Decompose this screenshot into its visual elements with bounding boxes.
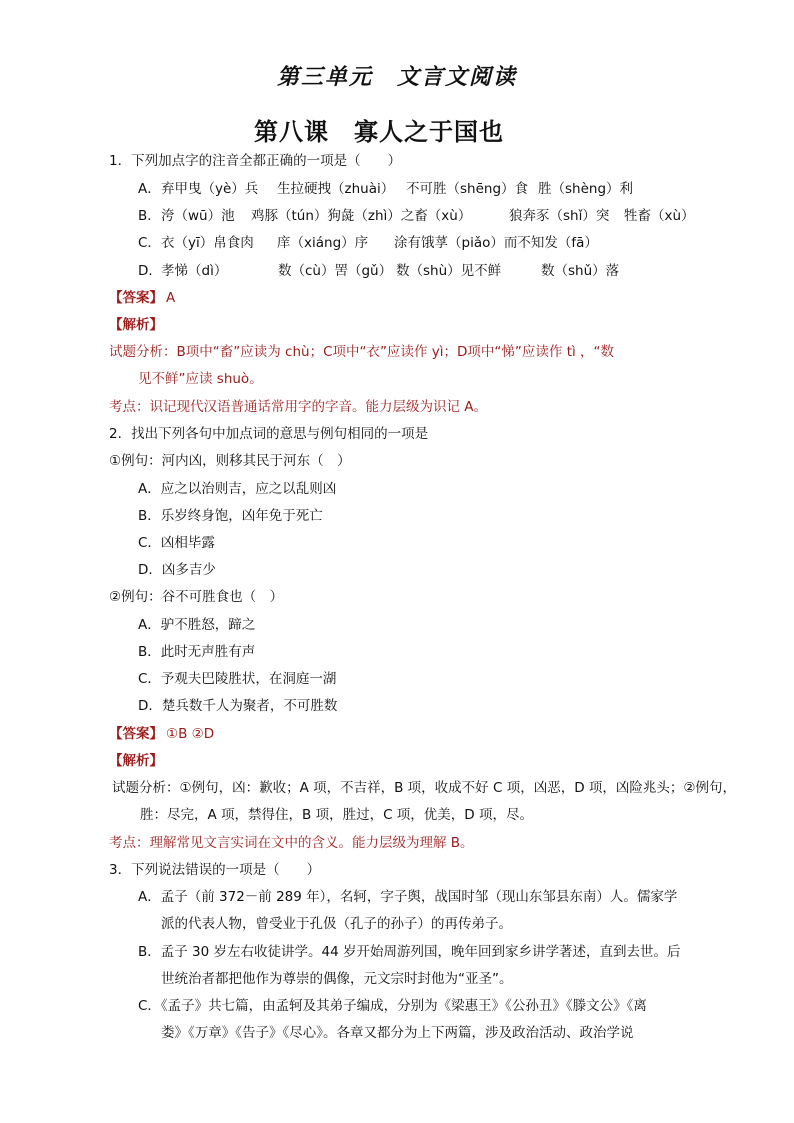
q1-stem: 1．下列加点字的注音全都正确的一项是（ ） (109, 153, 402, 169)
q1-analysis-tag: 【解析】 (109, 317, 163, 333)
q2-kaodian: 考点：理解常见文言实词在文中的含义。能力层级为理解 B。 (109, 835, 474, 851)
q2-example2: ②例句：谷不可胜食也（ ） (109, 589, 284, 605)
q1-option-c-part1: 衣（yī）帛食肉 (161, 235, 254, 251)
q1-option-d-part1: 孝悌（dì） (161, 263, 228, 279)
q1-option-a-part1: 弃甲曳（yè）兵 (161, 181, 259, 197)
q3-option-b-line1: B．孟子 30 岁左右收徒讲学。44 岁开始周游列国，晚年回到家乡讲学著述，直到去世。后 (138, 944, 681, 960)
q3-option-a-line2: 派的代表人物，曾受业于孔伋（孔子的孙子）的再传弟子。 (161, 916, 512, 932)
q2-example1: ①例句：河内凶，则移其民于河东（ ） (109, 453, 351, 469)
q1-answer-tag: 【答案】 (109, 290, 163, 306)
q1-option-d-part2: 数（cù）罟（gǔ） (278, 263, 393, 279)
q1-option-a-part2: 生拉硬拽（zhuài） (277, 181, 395, 197)
q2-analysis-line1: 试题分析：①例句，凶：歉收；A 项，不吉祥，B 项，收成不好 C 项，凶恶，D 项，凶险兆头；②例句， (112, 780, 736, 796)
q1-option-b-part3: 狼奔豕（shǐ）突 (509, 208, 610, 224)
q3-option-c-line1: C．《孟子》共七篇，由孟轲及其弟子编成，分别为《梁惠王》《公孙丑》《滕文公》《离 (138, 998, 647, 1014)
q1-analysis-line1: 试题分析：B项中“畜”应读为 chù；C项中“衣”应读作 yì；D项中“悌”应读作 tì ，“数 (109, 344, 615, 360)
unit-title: 第三单元 文言文阅读 (276, 64, 517, 90)
q2-ex2-option-b: B．此时无声胜有声 (138, 644, 256, 660)
q1-option-c-part3: 涂有饿莩（piǎo）而不知发（fā） (394, 235, 598, 251)
q1-option-a-part3: 不可胜（shēng）食 (406, 181, 529, 197)
q2-ex1-option-c: C．凶相毕露 (138, 535, 215, 551)
q2-ex2-option-a: A．驴不胜怒，蹄之 (138, 617, 256, 633)
q2-ex1-option-a: A．应之以治则吉，应之以乱则凶 (138, 481, 337, 497)
q1-option-d-label: D． (138, 263, 162, 279)
q2-ex1-option-d: D．凶多吉少 (138, 562, 216, 578)
q2-analysis-tag: 【解析】 (109, 753, 163, 769)
q3-option-a-line1: A．孟子（前 372－前 289 年），名轲，字子舆，战国时邹（现山东邹县东南）人。儒家学 (138, 889, 678, 905)
q1-option-d-part4: 数（shǔ）落 (541, 263, 620, 279)
q2-ex1-option-b: B．乐岁终身饱，凶年免于死亡 (138, 508, 323, 524)
q1-option-c-part2: 庠（xiáng）序 (277, 235, 369, 251)
q2-ex2-option-d: D．楚兵数千人为聚者，不可胜数 (138, 698, 338, 714)
q1-option-c-label: C． (138, 235, 161, 251)
q1-analysis-line2: 见不鲜”应读 shuò。 (138, 371, 263, 387)
q1-option-b-label: B． (138, 208, 161, 224)
q3-stem: 3．下列说法错误的一项是（ ） (109, 862, 321, 878)
q1-answer: A (166, 290, 176, 306)
q1-option-a-part4: 胜（shèng）利 (538, 181, 634, 197)
q3-option-c-line2: 娄》《万章》《告子》《尽心》。各章又都分为上下两篇，涉及政治活动、政治学说 (161, 1025, 634, 1041)
q2-analysis-line2: 胜：尽完，A 项，禁得住，B 项，胜过，C 项，优美，D 项，尽。 (140, 807, 533, 823)
q2-stem: 2．找出下列各句中加点词的意思与例句相同的一项是 (109, 426, 429, 442)
lesson-title: 第八课 寡人之于国也 (254, 118, 504, 146)
q1-option-b-part1: 洿（wū）池 (161, 208, 235, 224)
q1-option-d-part3: 数（shù）见不鲜 (396, 263, 502, 279)
q3-option-b-line2: 世统治者都把他作为尊崇的偶像，元文宗时封他为“亚圣”。 (161, 971, 513, 987)
q2-answer: ①B ②D (166, 726, 215, 742)
q2-answer-tag: 【答案】 (109, 726, 163, 742)
q1-option-a-label: A． (138, 181, 161, 197)
q2-ex2-option-c: C．予观夫巴陵胜状，在洞庭一湖 (138, 671, 337, 687)
q1-option-b-part2: 鸡豚（tún）狗彘（zhì）之畜（xù） (251, 208, 472, 224)
q1-option-b-part4: 牲畜（xù） (624, 208, 695, 224)
q1-kaodian: 考点：识记现代汉语普通话常用字的字音。能力层级为识记 A。 (109, 399, 488, 415)
